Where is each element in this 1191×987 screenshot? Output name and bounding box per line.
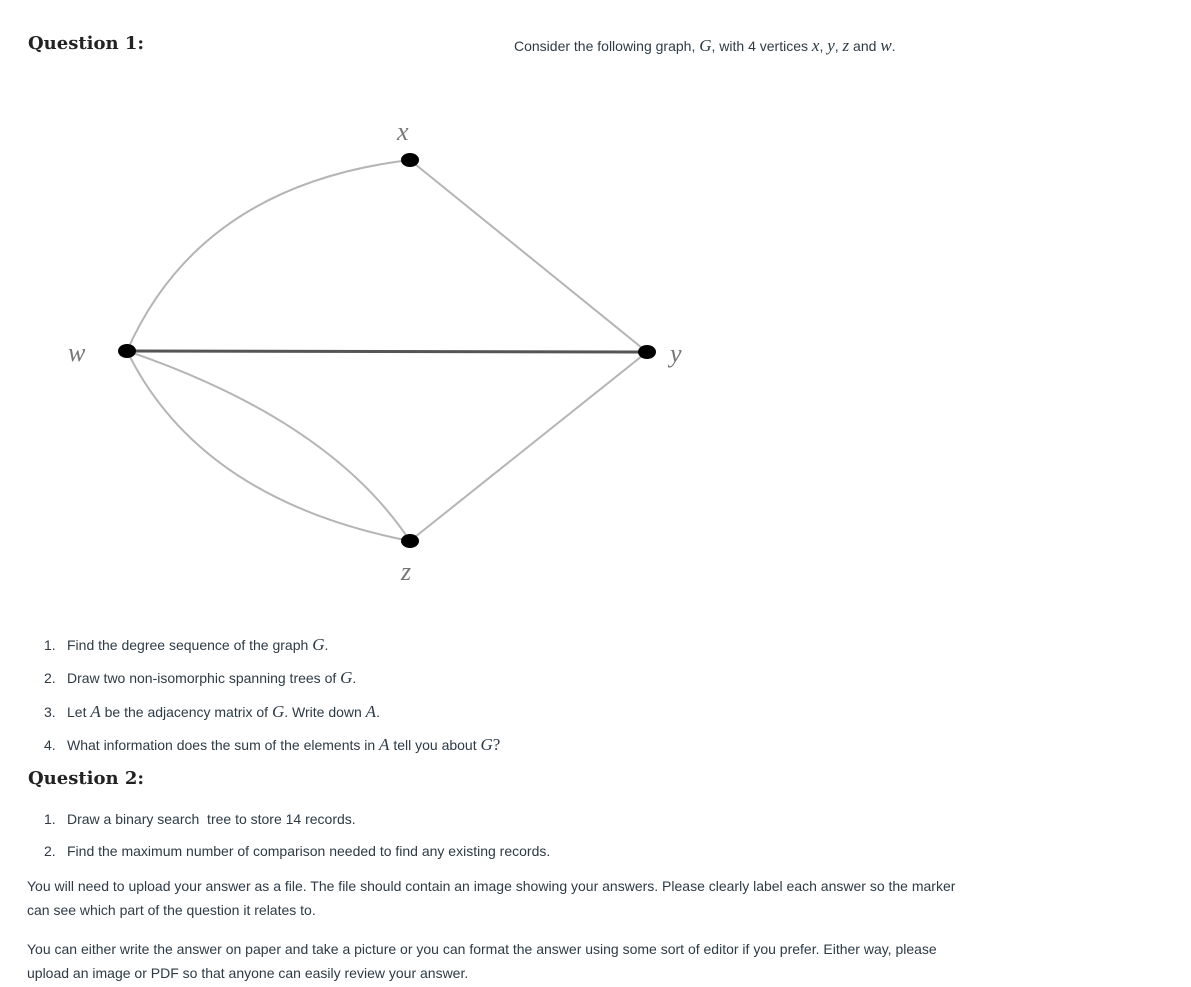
item-text: be the adjacency matrix of bbox=[100, 704, 272, 720]
intro-period: . bbox=[891, 38, 896, 54]
vertex-label-z: z bbox=[401, 557, 412, 586]
q2-item-2 bbox=[44, 843, 550, 859]
item-text: Find the degree sequence of the graph bbox=[67, 637, 313, 653]
question-1-heading: Question 1: bbox=[28, 33, 145, 54]
vertex-z bbox=[401, 534, 419, 548]
vertex-label-w: w bbox=[68, 338, 86, 367]
vertex-label-x: x bbox=[397, 117, 409, 146]
intro-graph-symbol: G bbox=[699, 36, 712, 55]
math-symbol: ? bbox=[492, 735, 501, 754]
edge-w-y bbox=[127, 351, 647, 352]
q1-item-3 bbox=[44, 702, 380, 722]
math-symbol: A bbox=[365, 702, 377, 721]
q1-item-1 bbox=[44, 635, 328, 655]
edge-w-x bbox=[127, 160, 410, 351]
intro-comma: , bbox=[819, 38, 828, 54]
edge-w-z-outer bbox=[127, 351, 410, 541]
intro-comma: , bbox=[834, 38, 843, 54]
intro-text: , with 4 vertices bbox=[711, 38, 812, 54]
intro-vertex-y: y bbox=[827, 36, 835, 55]
item-text: . Write down bbox=[284, 704, 366, 720]
vertex-label-y: y bbox=[670, 339, 682, 368]
math-symbol: A bbox=[379, 735, 390, 754]
item-text: Let bbox=[67, 704, 91, 720]
math-symbol: G bbox=[340, 668, 353, 687]
item-text: Find the maximum number of comparison needed to find any existing records. bbox=[67, 843, 551, 859]
edge-x-y bbox=[410, 160, 647, 352]
q1-item-2 bbox=[44, 668, 356, 688]
question-2-heading: Question 2: bbox=[28, 768, 145, 789]
math-symbol: A bbox=[90, 702, 101, 721]
math-symbol: G bbox=[480, 735, 493, 754]
vertex-w bbox=[118, 344, 136, 358]
vertex-y bbox=[638, 345, 656, 359]
math-symbol: G bbox=[312, 635, 325, 654]
item-text: . bbox=[376, 704, 380, 720]
item-text: . bbox=[352, 670, 357, 686]
item-number: 4. bbox=[44, 737, 56, 753]
intro-vertex-w: w bbox=[880, 36, 892, 55]
instructions-paragraph-2: You can either write the answer on paper and take a picture or you can format the answer using some sort of editor if you prefer. Either way, please upload an image or PDF so that anyone can easily review your answer. bbox=[27, 941, 937, 981]
math-symbol: G bbox=[271, 702, 285, 721]
q1-item-4 bbox=[44, 735, 500, 755]
graph-figure bbox=[0, 0, 760, 600]
item-number: 1. bbox=[44, 811, 56, 827]
item-text: tell you about bbox=[389, 737, 481, 753]
instructions-paragraph-1: You will need to upload your answer as a file. The file should contain an image showing your answers. Please clearly label each answer so the marker can see which part of the question it relates to. bbox=[27, 878, 956, 918]
intro-vertex-x: x bbox=[811, 36, 820, 55]
item-text: Draw two non-isomorphic spanning trees of bbox=[67, 670, 341, 686]
item-text: Draw a binary search tree to store 14 records. bbox=[67, 811, 356, 827]
item-number: 2. bbox=[44, 670, 56, 686]
intro-vertex-z: z bbox=[842, 36, 850, 55]
intro-text: Consider the following graph, bbox=[514, 38, 700, 54]
vertex-x bbox=[401, 153, 419, 167]
item-number: 3. bbox=[44, 704, 56, 720]
item-text: . bbox=[324, 637, 329, 653]
item-number: 2. bbox=[44, 843, 56, 859]
item-text: What information does the sum of the elements in bbox=[67, 737, 380, 753]
item-number: 1. bbox=[44, 637, 56, 653]
intro-and: and bbox=[849, 38, 881, 54]
q2-item-1 bbox=[44, 811, 356, 827]
edge-z-y bbox=[410, 352, 647, 541]
edge-w-z-inner bbox=[127, 351, 410, 541]
